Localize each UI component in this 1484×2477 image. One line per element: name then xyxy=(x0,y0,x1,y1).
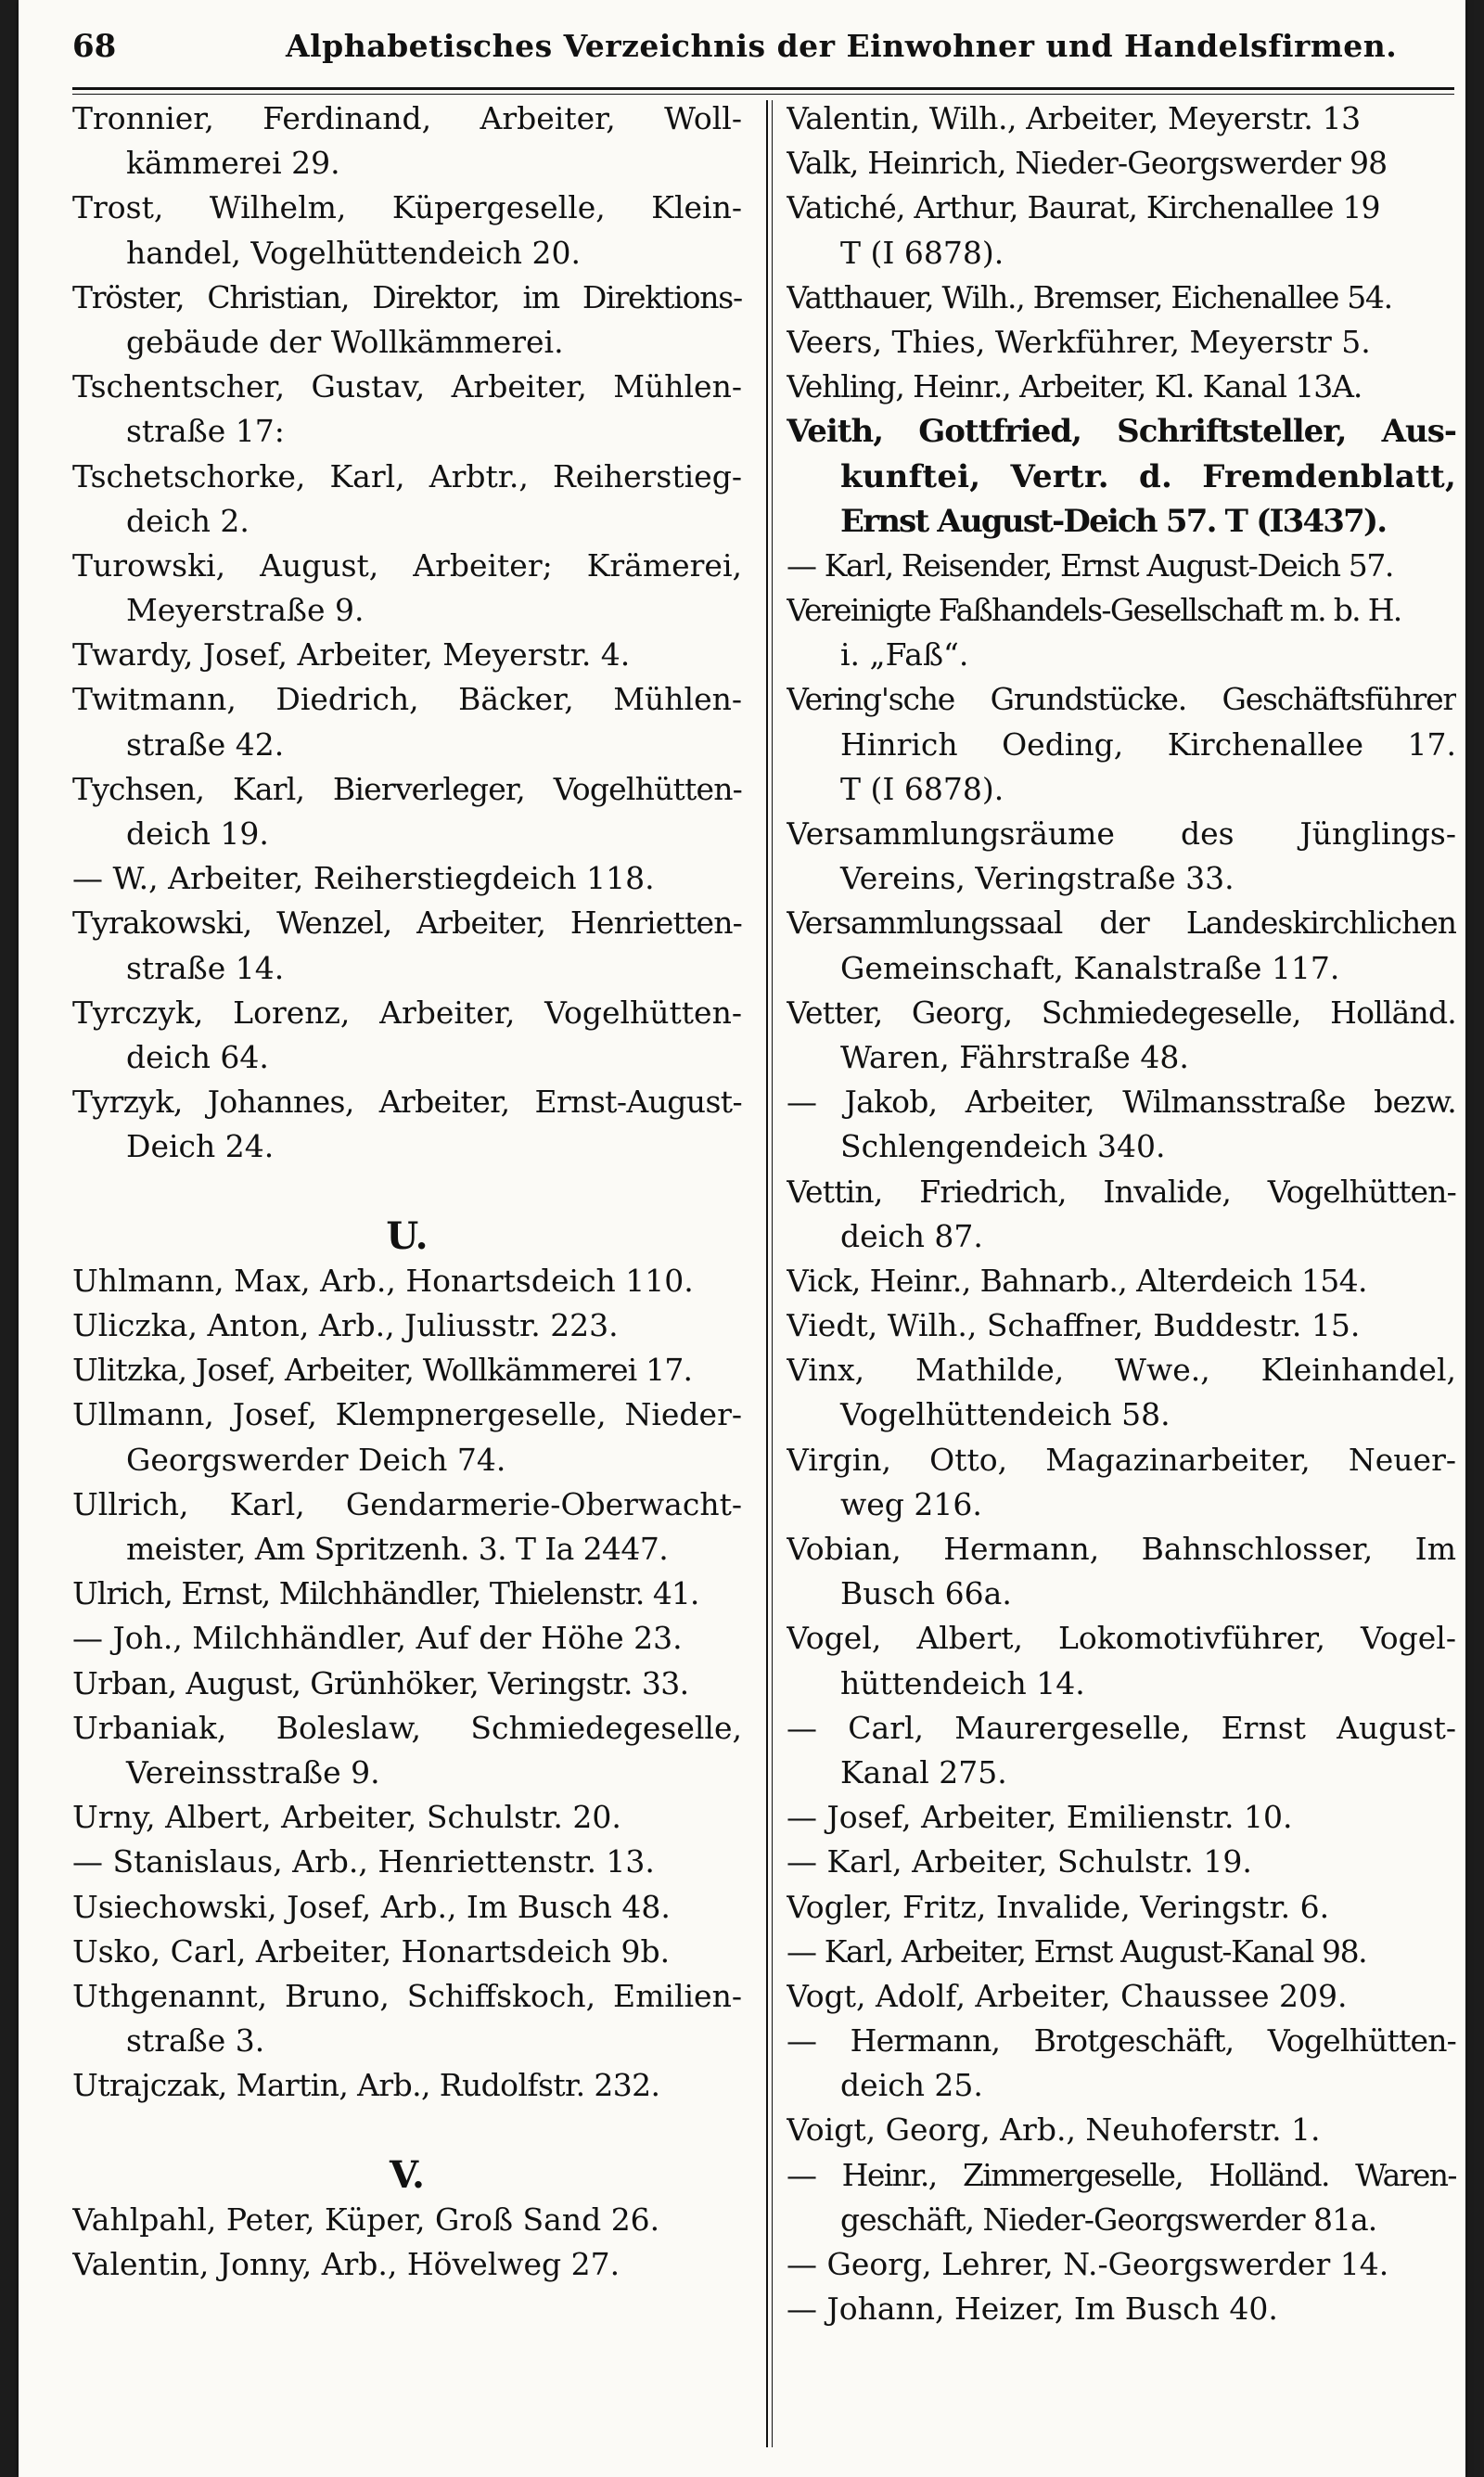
entry-line: straße 42. xyxy=(126,725,285,763)
entry-line: deich 19. xyxy=(126,815,269,852)
entry-line: — Karl, Arbeiter, Ernst August-Kanal 98. xyxy=(787,1932,1367,1970)
entry-line: Vatthauer, Wilh., Bremser, Eichenallee 54. xyxy=(787,278,1392,315)
entry-line: Vereinigte Faßhandels-Gesellschaft m. b. H. xyxy=(787,592,1401,629)
left-column xyxy=(72,96,742,2287)
entry-line: meister, Am Spritzenh. 3. T Ia 2447. xyxy=(126,1531,669,1567)
entry-line: Georgswerder Deich 74. xyxy=(126,1441,506,1478)
entry-line: Meyerstraße 9. xyxy=(126,592,365,629)
entry-line: Voigt, Georg, Arb., Neuhoferstr. 1. xyxy=(787,2111,1321,2149)
entry-line-bold: Veith, Gottfried, Schriftsteller, Aus- xyxy=(787,413,1456,451)
entry-line: Schlengendeich 340. xyxy=(840,1128,1166,1165)
entry-line: Tschentscher, Gustav, Arbeiter, Mühlen- xyxy=(72,368,742,405)
entry-line: Utrajczak, Martin, Arb., Rudolfstr. 232. xyxy=(72,2067,660,2104)
entry-line: Usiechowski, Josef, Arb., Im Busch 48. xyxy=(72,1888,671,1925)
entry-line: Trost, Wilhelm, Küpergeselle, Klein- xyxy=(72,189,742,226)
entry-line: — Karl, Arbeiter, Schulstr. 19. xyxy=(787,1843,1252,1880)
entry-line: Hinrich Oeding, Kirchenallee 17. xyxy=(840,725,1456,763)
entry-line: — Heinr., Zimmergeselle, Holländ. Waren- xyxy=(787,2156,1456,2193)
entry-line: i. „Faß“. xyxy=(840,636,969,674)
entry-line-bold: Ernst August-Deich 57. T (I3437). xyxy=(840,502,1387,540)
entry-line: — Stanislaus, Arb., Henriettenstr. 13. xyxy=(72,1843,655,1880)
entry-line: Valentin, Jonny, Arb., Hövelweg 27. xyxy=(72,2246,620,2282)
column-divider-thin xyxy=(772,100,773,2447)
entry-line: Viedt, Wilh., Schaffner, Buddestr. 15. xyxy=(787,1307,1361,1344)
entry-line: hüttendeich 14. xyxy=(840,1664,1085,1701)
entry-line: Virgin, Otto, Magazinarbeiter, Neuer- xyxy=(787,1441,1456,1478)
entry-line: T (I 6878). xyxy=(840,234,1004,271)
entry-line: weg 216. xyxy=(840,1485,982,1522)
entry-line: — Jakob, Arbeiter, Wilmansstraße bezw. xyxy=(787,1084,1456,1121)
entry-line: — Georg, Lehrer, N.-Georgswerder 14. xyxy=(787,2246,1389,2282)
entry-line-bold: kunftei, Vertr. d. Fremdenblatt, xyxy=(840,457,1456,495)
entry-line: Vereinsstraße 9. xyxy=(126,1753,380,1790)
right-column xyxy=(787,96,1456,2331)
entry-line: handel, Vogelhüttendeich 20. xyxy=(126,234,581,271)
header-rule-thin xyxy=(72,94,1454,95)
page-number: 68 xyxy=(72,28,117,65)
entry-line: Ulrich, Ernst, Milchhändler, Thielenstr. 41. xyxy=(72,1575,699,1612)
entry-line: Vahlpahl, Peter, Küper, Groß Sand 26. xyxy=(72,2201,660,2238)
entry-line: T (I 6878). xyxy=(840,770,1004,807)
entry-line: deich 87. xyxy=(840,1217,983,1254)
entry-line: Kanal 275. xyxy=(840,1753,1007,1790)
entry-line: kämmerei 29. xyxy=(126,145,340,182)
entry-line: Vogelhüttendeich 58. xyxy=(840,1396,1171,1433)
entry-line: Uliczka, Anton, Arb., Juliusstr. 223. xyxy=(72,1307,619,1344)
entry-line: Vatiché, Arthur, Baurat, Kirchenallee 19 xyxy=(787,189,1380,226)
entry-line: Vereins, Veringstraße 33. xyxy=(840,860,1235,897)
entry-line: — Josef, Arbeiter, Emilienstr. 10. xyxy=(787,1799,1293,1836)
entry-line: — Johann, Heizer, Im Busch 40. xyxy=(787,2291,1278,2328)
entry-line: straße 14. xyxy=(126,949,285,986)
entry-line: gebäude der Wollkämmerei. xyxy=(126,323,564,360)
section-letter-v: V. xyxy=(390,2152,425,2197)
entry-line: Vinx, Mathilde, Wwe., Kleinhandel, xyxy=(787,1352,1456,1389)
entry-line: Vogt, Adolf, Arbeiter, Chaussee 209. xyxy=(787,1977,1348,2014)
section-spacer xyxy=(72,2108,742,2152)
entry-line: Vogel, Albert, Lokomotivführer, Vogel- xyxy=(787,1620,1456,1657)
entry-line: Urny, Albert, Arbeiter, Schulstr. 20. xyxy=(72,1799,621,1836)
running-title: Alphabetisches Verzeichnis der Einwohner und Handelsfirmen. xyxy=(286,28,1398,64)
entry-line: geschäft, Nieder-Georgswerder 81a. xyxy=(840,2201,1377,2238)
entry-line: deich 25. xyxy=(840,2067,983,2104)
entry-line: Urban, August, Grünhöker, Veringstr. 33. xyxy=(72,1664,689,1701)
entry-line: Uhlmann, Max, Arb., Honartsdeich 110. xyxy=(72,1262,694,1299)
entry-line: Veers, Thies, Werkführer, Meyerstr 5. xyxy=(787,323,1371,360)
entry-line: Ullrich, Karl, Gendarmerie-Oberwacht- xyxy=(72,1485,742,1522)
directory-page xyxy=(19,0,1465,2477)
entry-line: Valk, Heinrich, Nieder-Georgswerder 98 xyxy=(787,145,1388,182)
entry-line: — Carl, Maurergeselle, Ernst August- xyxy=(787,1709,1456,1746)
entry-line: Tronnier, Ferdinand, Arbeiter, Woll- xyxy=(72,100,742,136)
entry-line: Usko, Carl, Arbeiter, Honartsdeich 9b. xyxy=(72,1932,671,1970)
entry-line: Urbaniak, Boleslaw, Schmiedegeselle, xyxy=(72,1709,742,1746)
entry-line: Twitmann, Diedrich, Bäcker, Mühlen- xyxy=(72,681,742,718)
entry-line: — Hermann, Brotgeschäft, Vogelhütten- xyxy=(787,2022,1456,2060)
page-header xyxy=(72,20,1454,76)
entry-line: Valentin, Wilh., Arbeiter, Meyerstr. 13 xyxy=(787,100,1361,136)
entry-line: Tyrakowski, Wenzel, Arbeiter, Henrietten- xyxy=(72,905,742,942)
entry-line: straße 17: xyxy=(126,413,285,450)
entry-line: Busch 66a. xyxy=(840,1575,1012,1612)
entry-line: deich 2. xyxy=(126,502,249,539)
entry-line: Turowski, August, Arbeiter; Krämerei, xyxy=(72,546,742,584)
entry-line: deich 64. xyxy=(126,1038,269,1075)
entry-line: Vetter, Georg, Schmiedegeselle, Holländ. xyxy=(787,994,1456,1031)
entry-line: Vettin, Friedrich, Invalide, Vogelhütten- xyxy=(787,1173,1456,1210)
column-divider xyxy=(766,100,768,2447)
section-letter-u: U. xyxy=(386,1213,429,1258)
entry-line: — W., Arbeiter, Reiherstiegdeich 118. xyxy=(72,860,655,897)
entry-line: straße 3. xyxy=(126,2022,265,2060)
entry-line: Vobian, Hermann, Bahnschlosser, Im xyxy=(787,1531,1456,1567)
entry-line: Tyrzyk, Johannes, Arbeiter, Ernst-August- xyxy=(72,1084,742,1121)
entry-line: Gemeinschaft, Kanalstraße 117. xyxy=(840,949,1340,986)
entry-line: — Joh., Milchhändler, Auf der Höhe 23. xyxy=(72,1620,683,1657)
entry-line: Uthgenannt, Bruno, Schiffskoch, Emilien- xyxy=(72,1977,742,2014)
entry-line: Waren, Fährstraße 48. xyxy=(840,1038,1189,1075)
entry-line: Tschetschorke, Karl, Arbtr., Reiherstieg- xyxy=(72,457,742,494)
entry-line: Vehling, Heinr., Arbeiter, Kl. Kanal 13A. xyxy=(787,368,1362,405)
entry-line: Vogler, Fritz, Invalide, Veringstr. 6. xyxy=(787,1888,1330,1925)
entry-line: Ulitzka, Josef, Arbeiter, Wollkämmerei 17. xyxy=(72,1352,693,1389)
entry-line: Twardy, Josef, Arbeiter, Meyerstr. 4. xyxy=(72,636,631,674)
entry-line: — Karl, Reisender, Ernst August-Deich 57. xyxy=(787,546,1394,584)
entry-line: Deich 24. xyxy=(126,1128,275,1165)
entry-line: Vick, Heinr., Bahnarb., Alterdeich 154. xyxy=(787,1262,1367,1299)
entry-line: Tychsen, Karl, Bierverleger, Vogelhütten- xyxy=(72,770,742,807)
entry-line: Ullmann, Josef, Klempnergeselle, Nieder- xyxy=(72,1396,742,1433)
entry-line: Tröster, Christian, Direktor, im Direktions- xyxy=(72,278,742,315)
entry-line: Tyrczyk, Lorenz, Arbeiter, Vogelhütten- xyxy=(72,994,742,1031)
section-spacer xyxy=(72,1170,742,1214)
entry-line: Vering'sche Grundstücke. Geschäftsführer xyxy=(787,681,1456,718)
entry-line: Versammlungssaal der Landeskirchlichen xyxy=(787,905,1456,942)
header-rule xyxy=(72,87,1454,90)
entry-line: Versammlungsräume des Jünglings- xyxy=(787,815,1456,852)
